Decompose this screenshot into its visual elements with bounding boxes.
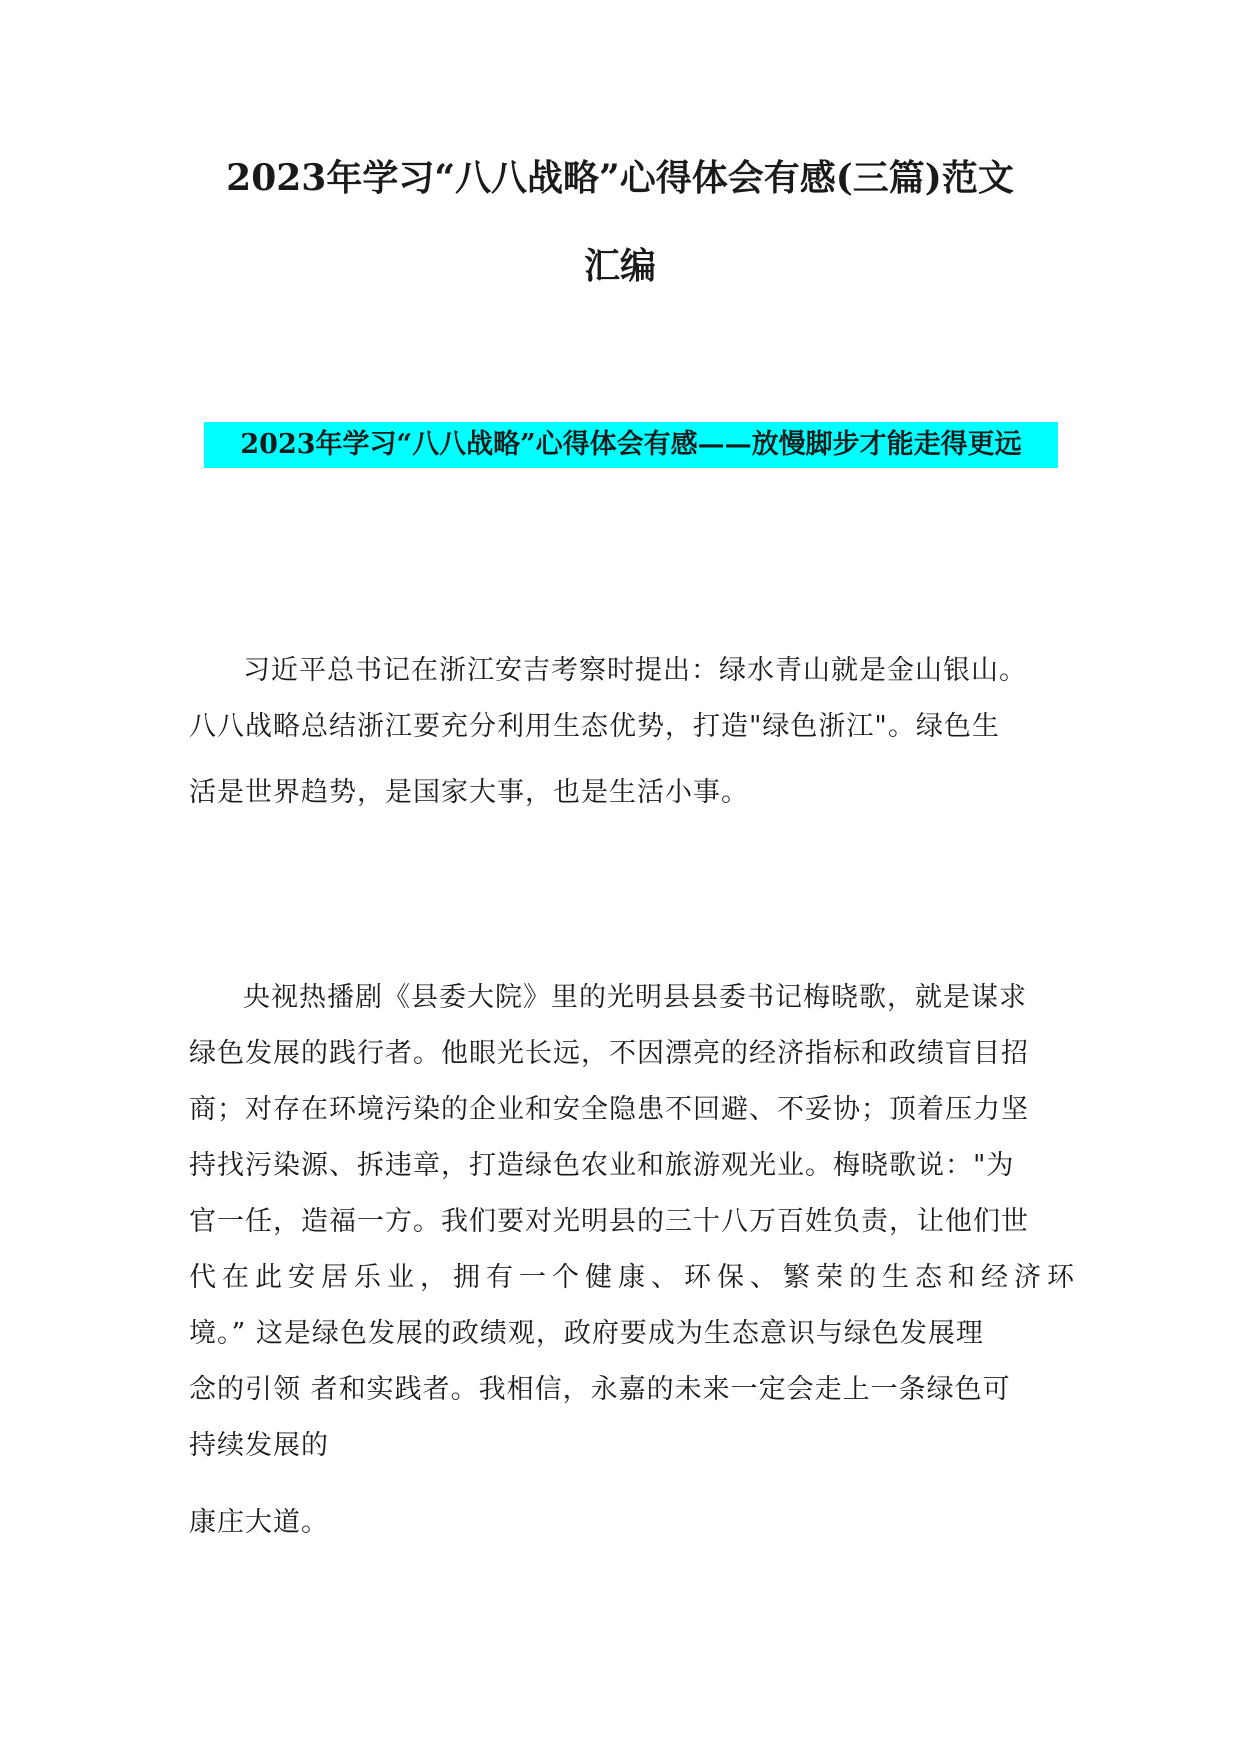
paragraph-1-line: 八八战略总结浙江要充分利用生态优势，打造"绿色浙江"。绿色生 [189, 711, 1000, 742]
paragraph-2-line: 境。” 这是绿色发展的政绩观，政府要成为生态意识与绿色发展理 [189, 1318, 984, 1349]
paragraph-2-line: 持找污染源、拆违章，打造绿色农业和旅游观光业。梅晓歌说："为 [189, 1150, 1015, 1181]
paragraph-2-line: 商；对存在环境污染的企业和安全隐患不回避、不妥协；顶着压力坚 [189, 1094, 1029, 1125]
paragraph-1-line: 习近平总书记在浙江安吉考察时提出：绿水青山就是金山银山。 [243, 655, 1027, 686]
document-title-line-1: 2023年学习“八八战略”心得体会有感(三篇)范文 [226, 157, 1014, 199]
paragraph-2-line: 央视热播剧《县委大院》里的光明县县委书记梅晓歌，就是谋求 [243, 982, 1027, 1013]
paragraph-2-line: 绿色发展的践行者。他眼光长远，不因漂亮的经济指标和政绩盲目招 [189, 1038, 1029, 1069]
paragraph-2-line: 持续发展的 [189, 1430, 329, 1461]
paragraph-3-line: 康庄大道。 [189, 1507, 329, 1538]
document-title-line-2: 汇编 [583, 245, 656, 287]
paragraph-1-line: 活是世界趋势，是国家大事，也是生活小事。 [189, 777, 749, 808]
paragraph-2-line: 代在此安居乐业，拥有一个健康、环保、繁荣的生态和经济环 [189, 1262, 1080, 1293]
section-heading-highlighted: 2023年学习“八八战略”心得体会有感——放慢脚步才能走得更远 [204, 422, 1058, 468]
paragraph-2-line: 念的引领 者和实践者。我相信，永嘉的未来一定会走上一条绿色可 [189, 1374, 1011, 1405]
paragraph-2-line: 官一任，造福一方。我们要对光明县的三十八万百姓负责，让他们世 [189, 1206, 1029, 1237]
